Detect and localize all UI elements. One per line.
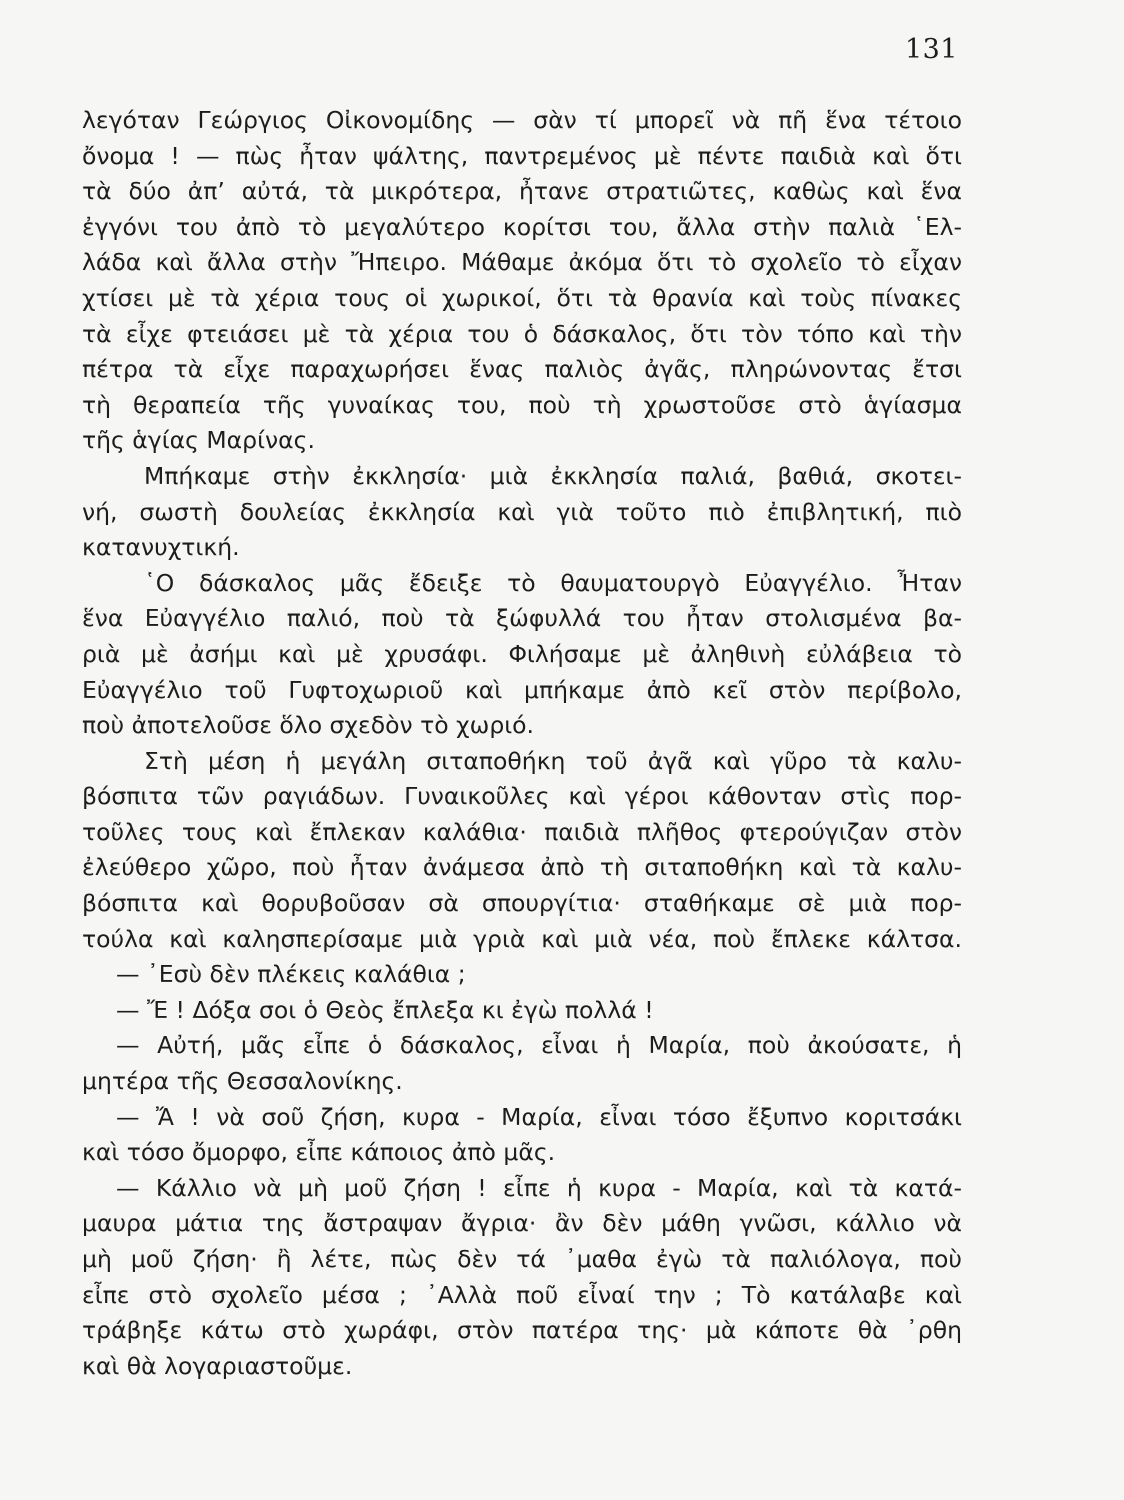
text-line: ἐγγόνι του ἀπὸ τὸ μεγαλύτερο κορίτσι του, ἄλλα στὴν παλιὰ ῾Ελ- xyxy=(82,212,962,241)
text-line: ἕνα Εὐαγγέλιο παλιό, ποὺ τὰ ξώφυλλά του ἦταν στολισμένα βα- xyxy=(82,604,962,633)
text-line: τράβηξε κάτω στὸ χωράφι, στὸν πατέρα της· μὰ κάποτε θὰ ᾿ρθη xyxy=(82,1316,962,1345)
text-line: ῾Ο δάσκαλος μᾶς ἔδειξε τὸ θαυματουργὸ Εὐαγγέλιο. Ἦταν xyxy=(144,568,962,597)
text-line: — ᾿Εσὺ δὲν πλέκεις καλάθια ; xyxy=(116,960,466,989)
paragraph xyxy=(82,103,962,459)
text-line: λεγόταν Γεώργιος Οἰκονομίδης — σὰν τί μπορεῖ νὰ πῆ ἕνα τέτοιο xyxy=(82,106,962,134)
text-line: τούλα καὶ καλησπερίσαμε μιὰ γριὰ καὶ μιὰ νέα, ποὺ ἔπλεκε κάλτσα. xyxy=(82,924,962,953)
text-line: — Ἄ ! νὰ σοῦ ζήση, κυρα - Μαρία, εἶναι τόσο ἔξυπνο κοριτσάκι xyxy=(116,1102,962,1131)
text-line: βόσπιτα καὶ θορυβοῦσαν σὰ σπουργίτια· σταθήκαμε σὲ μιὰ πορ- xyxy=(82,889,962,918)
dialogue-line xyxy=(82,957,962,993)
text-line: εἶπε στὸ σχολεῖο μέσα ; ᾿Αλλὰ ποῦ εἶναί την ; Τὸ κατάλαβε καὶ xyxy=(82,1280,962,1309)
text-line: ποὺ ἀποτελοῦσε ὅλο σχεδὸν τὸ χωριό. xyxy=(82,711,535,740)
text-line: — Κάλλιο νὰ μὴ μοῦ ζήση ! εἶπε ἡ κυρα - Μαρία, καὶ τὰ κατά- xyxy=(116,1173,962,1202)
dialogue-line xyxy=(82,1171,962,1385)
text-line: ριὰ μὲ ἀσήμι καὶ μὲ χρυσάφι. Φιλήσαμε μὲ ἀληθινὴ εὐλάβεια τὸ xyxy=(82,639,962,668)
text-line: κατανυχτική. xyxy=(82,533,240,562)
text-line: πέτρα τὰ εἶχε παραχωρήσει ἕνας παλιὸς ἀγᾶς, πληρώνοντας ἔτσι xyxy=(82,355,962,384)
text-line: — Αὐτή, μᾶς εἶπε ὁ δάσκαλος, εἶναι ἡ Μαρία, ποὺ ἀκούσατε, ἡ xyxy=(116,1031,962,1060)
page-number: 131 xyxy=(904,34,958,65)
text-line: Εὐαγγέλιο τοῦ Γυφτοχωριοῦ καὶ μπήκαμε ἀπὸ κεῖ στὸν περίβολο, xyxy=(82,675,962,704)
text-line: Στὴ μέση ἡ μεγάλη σιταποθήκη τοῦ ἀγᾶ καὶ γῦρο τὰ καλυ- xyxy=(144,746,962,775)
text-line: βόσπιτα τῶν ραγιάδων. Γυναικοῦλες καὶ γέροι κάθονταν στὶς πορ- xyxy=(82,782,962,811)
text-line: καὶ θὰ λογαριαστοῦμε. xyxy=(82,1351,353,1380)
text-line: τοῦλες τους καὶ ἔπλεκαν καλάθια· παιδιὰ πλῆθος φτερούγιζαν στὸν xyxy=(82,817,962,846)
text-line: μὴ μοῦ ζήση· ἢ λέτε, πὼς δὲν τά ᾿μαθα ἐγὼ τὰ παλιόλογα, ποὺ xyxy=(82,1245,962,1273)
text-line: — Ἔ ! Δόξα σοι ὁ Θεὸς ἔπλεξα κι ἐγὼ πολλά ! xyxy=(116,995,654,1024)
body-text xyxy=(82,103,962,1384)
text-line: τῆς ἁγίας Μαρίνας. xyxy=(82,426,315,455)
text-line: ἐλεύθερο χῶρο, ποὺ ἦταν ἀνάμεσα ἀπὸ τὴ σιταποθήκη καὶ τὰ καλυ- xyxy=(82,853,962,882)
paragraph xyxy=(82,566,962,744)
text-line: Μπήκαμε στὴν ἐκκλησία· μιὰ ἐκκλησία παλιά, βαθιά, σκοτει- xyxy=(144,461,962,490)
dialogue-line xyxy=(82,993,962,1029)
dialogue-line xyxy=(82,1028,962,1099)
paragraph xyxy=(82,744,962,958)
text-line: ὄνομα ! — πὼς ἦταν ψάλτης, παντρεμένος μὲ πέντε παιδιὰ καὶ ὅτι xyxy=(82,141,962,170)
paragraph xyxy=(82,459,962,566)
text-line: λάδα καὶ ἄλλα στὴν Ἤπειρο. Μάθαμε ἀκόμα ὅτι τὸ σχολεῖο τὸ εἶχαν xyxy=(82,248,962,277)
dialogue-line xyxy=(82,1100,962,1171)
text-line: νή, σωστὴ δουλείας ἐκκλησία καὶ γιὰ τοῦτο πιὸ ἐπιβλητική, πιὸ xyxy=(82,497,962,526)
text-line: καὶ τόσο ὄμορφο, εἶπε κάποιος ἀπὸ μᾶς. xyxy=(82,1138,556,1167)
text-line: χτίσει μὲ τὰ χέρια τους οἱ χωρικοί, ὅτι τὰ θρανία καὶ τοὺς πίνακες xyxy=(82,283,962,312)
text-line: τὰ εἶχε φτειάσει μὲ τὰ χέρια του ὁ δάσκαλος, ὅτι τὸν τόπο καὶ τὴν xyxy=(82,319,962,348)
text-line: τὴ θεραπεία τῆς γυναίκας του, ποὺ τὴ χρωστοῦσε στὸ ἁγίασμα xyxy=(82,390,962,419)
text-line: μαυρα μάτια της ἄστραψαν ἄγρια· ἂν δὲν μάθη γνῶσι, κάλλιο νὰ xyxy=(82,1209,962,1238)
text-line: μητέρα τῆς Θεσσαλονίκης. xyxy=(82,1067,403,1096)
text-line: τὰ δύο ἀπ’ αὐτά, τὰ μικρότερα, ἦτανε στρατιῶτες, καθὼς καὶ ἕνα xyxy=(82,177,962,206)
